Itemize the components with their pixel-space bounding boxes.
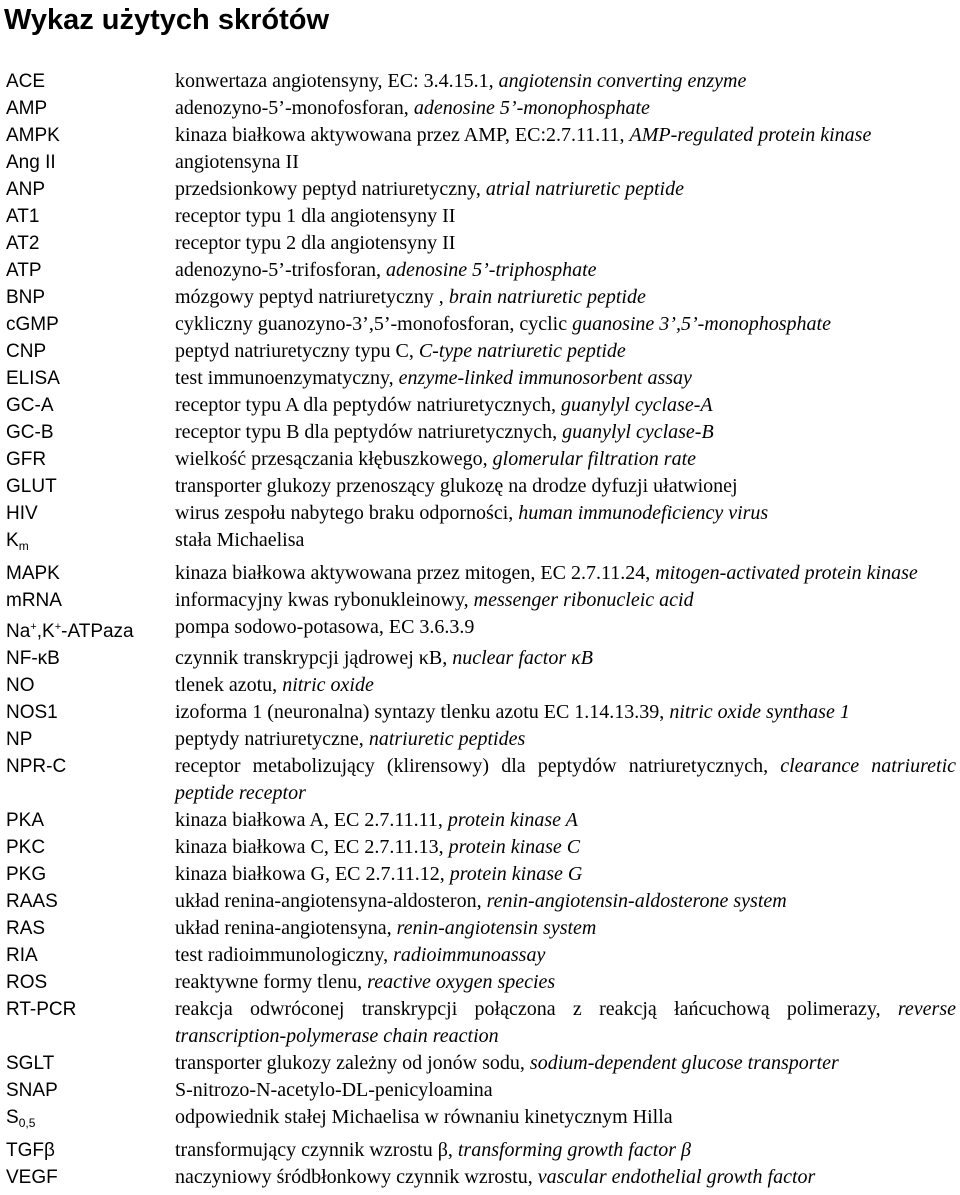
abbreviation-entry [0,311,960,338]
abbreviation-definition [175,1164,960,1191]
english-expansion: sodium-dependent glucose transporter [529,1052,839,1074]
abbreviation-entry [0,1050,960,1077]
abbreviation-definition [175,230,960,257]
abbreviation-term: ROS [6,972,48,993]
polish-expansion: transformujący czynnik wzrostu β, [175,1139,458,1161]
abbreviation-entry [0,68,960,95]
english-expansion: protein kinase A [447,809,578,831]
abbreviation-entry [0,149,960,176]
english-expansion: guanylyl cyclase-A [561,394,713,416]
polish-expansion: wirus zespołu nabytego braku odporności, [175,502,519,524]
polish-expansion: adenozyno-5’-monofosforan, [175,97,414,119]
english-expansion: reverse transcription-polymerase chain reaction [175,998,956,1047]
english-expansion: nitric oxide [282,674,374,696]
english-expansion: natriuretic peptides [368,728,526,750]
polish-expansion: receptor typu B dla peptydów natriuretycznych, [175,421,563,443]
abbreviation-base: S [6,1107,19,1128]
abbreviation-term: NOS1 [6,702,58,723]
abbreviation-definition [175,95,960,122]
english-expansion: renin-angiotensin system [396,917,597,939]
abbreviation-term: Ang II [6,152,56,173]
polish-expansion: układ renina-angiotensyna-aldosteron, [175,890,487,912]
page-title: Wykaz użytych skrótów [4,4,330,36]
polish-expansion: receptor typu 2 dla angiotensyny II [175,232,456,254]
polish-expansion: adenozyno-5’-trifosforan, [175,259,387,281]
abbreviation-entry [0,753,960,807]
abbreviation-definition [175,560,960,587]
abbreviation-entry [0,614,960,645]
english-expansion: adenosine 5’-triphosphate [386,259,597,281]
abbreviation-superscript: + [54,621,62,633]
abbreviation-term: AMP [6,98,48,119]
english-expansion: vascular endothelial growth factor [537,1166,816,1188]
english-expansion: protein kinase G [449,863,583,885]
english-expansion: protein kinase C [448,836,581,858]
english-expansion: clearance natriuretic peptide receptor [175,755,956,804]
abbreviation-definition [175,753,960,807]
abbreviation-entry [0,942,960,969]
english-expansion: C-type natriuretic peptide [418,340,626,362]
abbreviation-entry [0,527,960,560]
abbreviation-entry [0,672,960,699]
polish-expansion: konwertaza angiotensyny, EC: 3.4.15.1, [175,70,499,92]
abbreviation-term: ATP [6,260,42,281]
abbreviation-term: ACE [6,71,46,92]
abbreviation-term: GLUT [6,476,57,497]
abbreviation-entry [0,392,960,419]
abbreviation-term: BNP [6,287,46,308]
abbreviation-entry [0,473,960,500]
abbreviation-entry [0,203,960,230]
polish-expansion: transporter glukozy zależny od jonów sodu, [175,1052,530,1074]
abbreviation-part: Na [6,621,31,642]
abbreviation-term: VEGF [6,1167,58,1188]
abbreviation-term: HIV [6,503,38,524]
abbreviation-entry [0,95,960,122]
abbreviation-definition [175,500,960,527]
abbreviation-entry [0,257,960,284]
abbreviation-entry [0,1104,960,1137]
abbreviation-part: -ATPaza [61,621,134,642]
abbreviation-definition [175,68,960,95]
abbreviation-entry [0,560,960,587]
abbreviation-definition [175,996,960,1050]
polish-expansion: kinaza białkowa C, EC 2.7.11.13, [175,836,449,858]
abbreviation-subscript: 0,5 [18,1116,36,1130]
abbreviation-entry [0,419,960,446]
abbreviation-term: SNAP [6,1080,58,1101]
abbreviation-definition [175,122,960,149]
polish-expansion: kinaza białkowa G, EC 2.7.11.12, [175,863,450,885]
abbreviation-term: PKC [6,837,46,858]
abbreviation-term: RAAS [6,891,58,912]
abbreviation-base: K [6,530,19,551]
abbreviation-definition [175,1104,960,1137]
polish-expansion: izoforma 1 (neuronalna) syntazy tlenku azotu EC 1.14.13.39, [175,701,670,723]
abbreviation-definition [175,176,960,203]
abbreviation-term: GC-A [6,395,54,416]
english-expansion: nitric oxide synthase 1 [669,701,850,723]
abbreviation-term: NO [6,675,35,696]
abbreviation-entry [0,861,960,888]
abbreviation-entry [0,176,960,203]
abbreviation-term: ELISA [6,368,60,389]
english-expansion: brain natriuretic peptide [448,286,646,308]
polish-expansion: informacyjny kwas rybonukleinowy, [175,589,474,611]
english-expansion: atrial natriuretic peptide [485,178,684,200]
polish-expansion: S-nitrozo-N-acetylo-DL-penicyloamina [175,1079,493,1101]
abbreviation-entry [0,645,960,672]
abbreviation-term: RT-PCR [6,999,77,1020]
abbreviation-definition [175,807,960,834]
abbreviation-part: ,K [36,621,55,642]
polish-expansion: przedsionkowy peptyd natriuretyczny, [175,178,486,200]
abbreviation-term [0,1104,175,1137]
abbreviation-definition [175,284,960,311]
polish-expansion: receptor typu 1 dla angiotensyny II [175,205,456,227]
polish-expansion: reakcja odwróconej transkrypcji połączona z reakcją łańcuchową polimerazy, [175,998,898,1020]
english-expansion: enzyme-linked immunosorbent assay [398,367,692,389]
polish-expansion: reaktywne formy tlenu, [175,971,368,993]
abbreviation-entry [0,726,960,753]
abbreviation-definition [175,527,960,560]
polish-expansion: receptor metabolizujący (klirensowy) dla peptydów natriuretycznych, [175,755,781,777]
abbreviation-entry [0,500,960,527]
abbreviation-definition [175,915,960,942]
polish-expansion: test radioimmunologiczny, [175,944,394,966]
english-expansion: transforming growth factor β [457,1139,692,1161]
abbreviation-list [0,68,960,1191]
abbreviation-entry [0,969,960,996]
abbreviation-term: GFR [6,449,47,470]
abbreviation-term: AMPK [6,125,60,146]
abbreviation-definition [175,614,960,645]
abbreviation-term: GC-B [6,422,54,443]
abbreviation-term: NPR-C [6,756,67,777]
abbreviation-entry [0,1077,960,1104]
polish-expansion: czynnik transkrypcji jądrowej κB, [175,647,453,669]
abbreviation-definition [175,257,960,284]
polish-expansion: pompa sodowo-potasowa, EC 3.6.3.9 [175,616,475,638]
abbreviation-entry [0,365,960,392]
abbreviation-term: mRNA [6,590,62,611]
abbreviation-definition [175,699,960,726]
abbreviation-definition [175,1077,960,1104]
abbreviation-term: RAS [6,918,46,939]
english-expansion: glomerular filtration rate [492,448,696,470]
english-expansion: mitogen-activated protein kinase [655,562,918,584]
abbreviation-definition [175,203,960,230]
abbreviation-entry [0,338,960,365]
english-expansion: messenger ribonucleic acid [473,589,694,611]
english-expansion: angiotensin converting enzyme [498,70,747,92]
abbreviation-subscript: m [18,539,29,553]
abbreviation-entry [0,446,960,473]
abbreviation-definition [175,149,960,176]
polish-expansion: cykliczny guanozyno-3’,5’-monofosforan, cyclic [175,313,573,335]
abbreviation-definition [175,645,960,672]
english-expansion: human immunodeficiency virus [518,502,769,524]
polish-expansion: układ renina-angiotensyna, [175,917,397,939]
abbreviation-term: NP [6,729,33,750]
abbreviation-superscript: + [30,621,37,633]
abbreviation-term: cGMP [6,314,59,335]
abbreviation-definition [175,861,960,888]
english-expansion: guanylyl cyclase-B [562,421,714,443]
english-expansion: AMP-regulated protein kinase [629,124,872,146]
abbreviation-definition [175,446,960,473]
abbreviation-term [0,614,175,645]
abbreviation-definition [175,587,960,614]
abbreviation-entry [0,834,960,861]
abbreviation-entry [0,284,960,311]
abbreviation-definition [175,672,960,699]
abbreviation-term: AT2 [6,233,40,254]
abbreviation-entry [0,587,960,614]
abbreviation-entry [0,1164,960,1191]
abbreviation-term: SGLT [6,1053,55,1074]
polish-expansion: odpowiednik stałej Michaelisa w równaniu kinetycznym Hilla [175,1106,673,1128]
abbreviation-term [0,527,175,560]
polish-expansion: peptydy natriuretyczne, [175,728,369,750]
abbreviation-entry [0,996,960,1050]
english-expansion: nuclear factor κB [452,647,593,669]
abbreviation-definition [175,419,960,446]
polish-expansion: test immunoenzymatyczny, [175,367,399,389]
abbreviation-entry [0,888,960,915]
polish-expansion: naczyniowy śródbłonkowy czynnik wzrostu, [175,1166,538,1188]
abbreviation-definition [175,969,960,996]
english-expansion: renin-angiotensin-aldosterone system [486,890,787,912]
abbreviation-definition [175,311,960,338]
polish-expansion: tlenek azotu, [175,674,283,696]
abbreviation-term: PKA [6,810,45,831]
abbreviation-entry [0,699,960,726]
polish-expansion: peptyd natriuretyczny typu C, [175,340,419,362]
abbreviation-definition [175,473,960,500]
polish-expansion: stała Michaelisa [175,529,305,551]
abbreviation-definition [175,338,960,365]
polish-expansion: receptor typu A dla peptydów natriuretycznych, [175,394,561,416]
polish-expansion: angiotensyna II [175,151,299,173]
english-expansion: adenosine 5’-monophosphate [413,97,650,119]
abbreviation-entry [0,122,960,149]
abbreviation-term: MAPK [6,563,60,584]
english-expansion: guanosine 3’,5’-monophosphate [572,313,831,335]
english-expansion: reactive oxygen species [367,971,556,993]
polish-expansion: kinaza białkowa aktywowana przez AMP, EC:2.7.11.11, [175,124,630,146]
abbreviation-definition [175,888,960,915]
abbreviation-definition [175,1137,960,1164]
abbreviation-term: ANP [6,179,46,200]
abbreviation-definition [175,726,960,753]
polish-expansion: kinaza białkowa aktywowana przez mitogen, EC 2.7.11.24, [175,562,656,584]
abbreviation-term: TGFβ [6,1140,55,1161]
abbreviation-term: PKG [6,864,47,885]
polish-expansion: kinaza białkowa A, EC 2.7.11.11, [175,809,448,831]
abbreviation-definition [175,392,960,419]
abbreviation-term: AT1 [6,206,40,227]
abbreviation-entry [0,1137,960,1164]
polish-expansion: transporter glukozy przenoszący glukozę na drodze dyfuzji ułatwionej [175,475,738,497]
abbreviation-entry [0,915,960,942]
abbreviation-definition [175,834,960,861]
abbreviation-term: NF-κB [6,648,60,669]
abbreviation-term: RIA [6,945,38,966]
polish-expansion: wielkość przesączania kłębuszkowego, [175,448,493,470]
abbreviation-definition [175,365,960,392]
english-expansion: radioimmunoassay [393,944,546,966]
abbreviation-entry [0,807,960,834]
abbreviation-entry [0,230,960,257]
abbreviation-definition [175,942,960,969]
abbreviation-definition [175,1050,960,1077]
abbreviation-term: CNP [6,341,47,362]
polish-expansion: mózgowy peptyd natriuretyczny , [175,286,449,308]
